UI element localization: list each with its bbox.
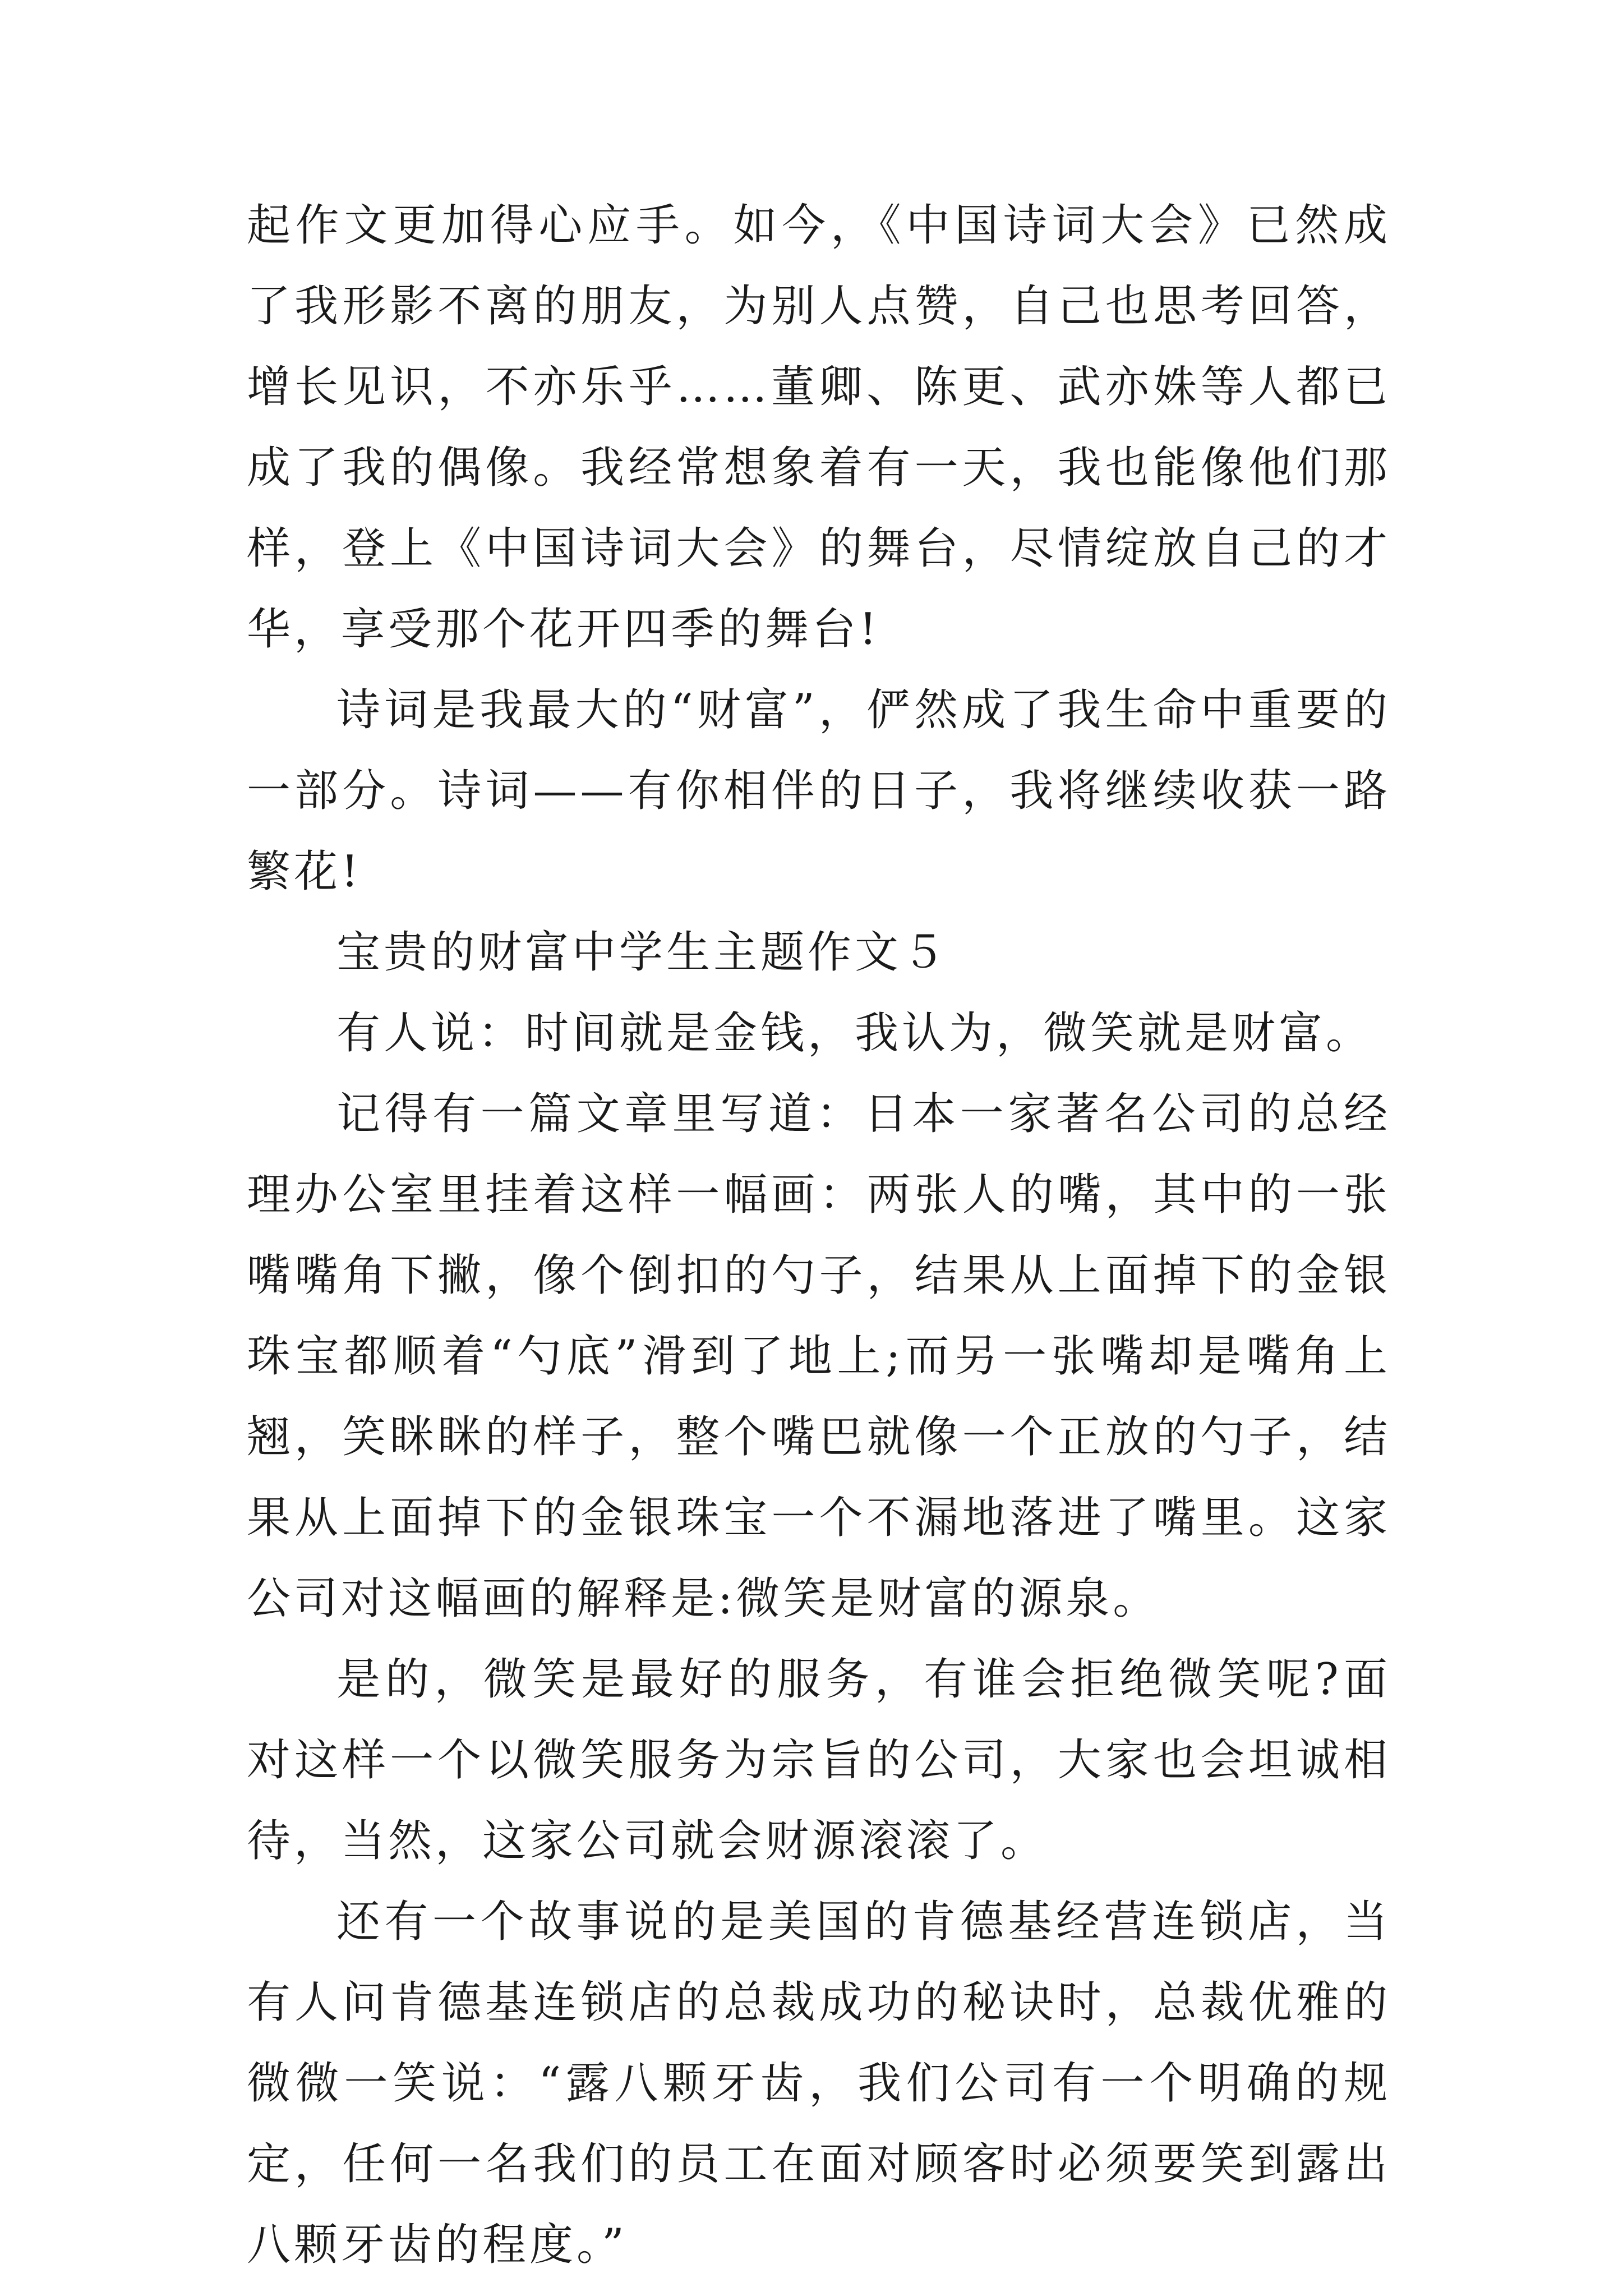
paragraph-kfc-story: 还有一个故事说的是美国的肯德基经营连锁店，当有人问肯德基连锁店的总裁成功的秘诀时，总裁优雅的微微一笑说：“露八颗牙齿，我们公司有一个明确的规定，任何一名我们的员工在面对顾客时必须要笑到露出八颗牙齿的程度。” bbox=[247, 1897, 1391, 2270]
paragraph-best-service: 是的，微笑是最好的服务，有谁会拒绝微笑呢?面对这样一个以微笑服务为宗旨的公司，大家也会坦诚相待，当然，这家公司就会财源滚滚了。 bbox=[247, 1654, 1391, 1866]
paragraph-intro: 有人说：时间就是金钱，我认为，微笑就是财富。 bbox=[336, 1008, 1373, 1059]
paragraph-japan-company: 记得有一篇文章里写道：日本一家著名公司的总经理办公室里挂着这样一幅画：两张人的嘴，其中的一张嘴嘴角下撇，像个倒扣的勺子，结果从上面掉下的金银珠宝都顺着“勺底”滑到了地上;而另一张嘴却是嘴角上翘，笑眯眯的样子，整个嘴巴就像一个正放的勺子，结果从上面掉下的金银珠宝一个不漏地落进了嘴里。这家公司对这幅画的解释是:微笑是财富的源泉。 bbox=[247, 1089, 1391, 1624]
paragraph-continuation: 起作文更加得心应手。如今，《中国诗词大会》已然成了我形影不离的朋友，为别人点赞，自己也思考回答，增长见识，不亦乐乎……董卿、陈更、武亦姝等人都已成了我的偶像。我经常想象着有一天，我也能像他们那样，登上《中国诗词大会》的舞台，尽情绽放自己的才华，享受那个花开四季的舞台! bbox=[247, 200, 1391, 655]
paragraph-poetry-wealth: 诗词是我最大的“财富”，俨然成了我生命中重要的一部分。诗词——有你相伴的日子，我将继续收获一路繁花! bbox=[247, 685, 1391, 897]
document-body bbox=[247, 185, 1391, 2285]
essay-title: 宝贵的财富中学生主题作文５ bbox=[336, 927, 949, 978]
